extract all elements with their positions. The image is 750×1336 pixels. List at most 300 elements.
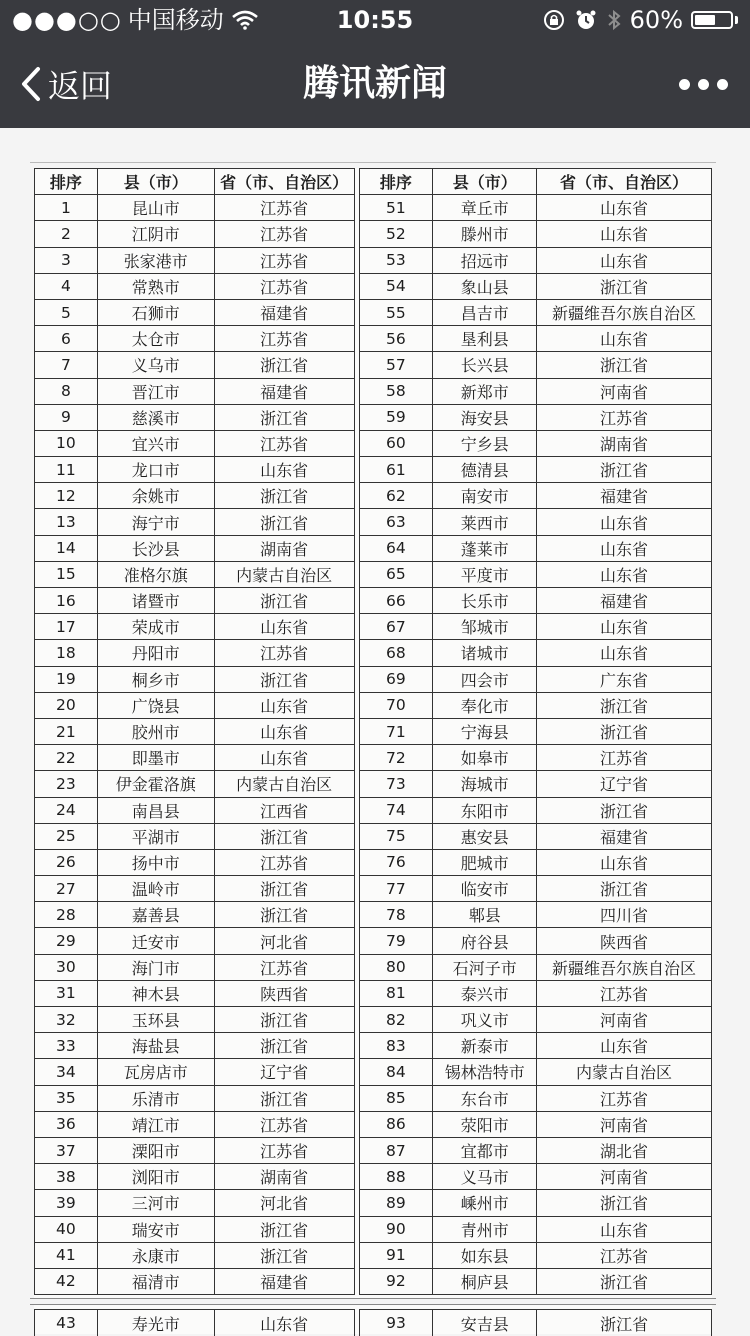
rank-cell: 92: [359, 1268, 433, 1294]
county-cell: 宜兴市: [97, 430, 214, 456]
article-content[interactable]: [0, 128, 750, 1334]
county-cell: 浏阳市: [97, 1164, 214, 1190]
county-cell: 海宁市: [97, 509, 214, 535]
province-cell: 江苏省: [214, 640, 354, 666]
province-cell: 福建省: [537, 823, 712, 849]
table-row: [35, 561, 712, 587]
table-row: [35, 980, 712, 1006]
county-cell: 晋江市: [97, 378, 214, 404]
province-cell: 浙江省: [214, 1242, 354, 1268]
back-label: 返回: [48, 61, 112, 107]
rank-cell: 22: [35, 745, 98, 771]
rank-cell: 4: [35, 273, 98, 299]
rank-cell: 33: [35, 1033, 98, 1059]
county-cell: 三河市: [97, 1190, 214, 1216]
province-cell: 福建省: [214, 1268, 354, 1294]
province-cell: 河南省: [537, 1007, 712, 1033]
county-cell: 长兴县: [433, 352, 537, 378]
rank-cell: 54: [359, 273, 433, 299]
province-cell: 江苏省: [537, 980, 712, 1006]
county-cell: 义马市: [433, 1164, 537, 1190]
province-cell: 陕西省: [537, 928, 712, 954]
rank-cell: 20: [35, 692, 98, 718]
county-cell: 长乐市: [433, 588, 537, 614]
rank-cell: 14: [35, 535, 98, 561]
province-cell: 江苏省: [214, 1111, 354, 1137]
province-cell: 浙江省: [537, 1190, 712, 1216]
county-cell: 昆山市: [97, 195, 214, 221]
county-cell: 肥城市: [433, 849, 537, 875]
rank-cell: 58: [359, 378, 433, 404]
carrier-name: 中国移动: [128, 0, 224, 40]
rank-cell: 40: [35, 1216, 98, 1242]
county-cell: 海盐县: [97, 1033, 214, 1059]
table-row: [35, 509, 712, 535]
county-cell: 平湖市: [97, 823, 214, 849]
province-cell: 山东省: [214, 718, 354, 744]
province-cell: 浙江省: [214, 823, 354, 849]
province-cell: 福建省: [214, 378, 354, 404]
rank-cell: 70: [359, 692, 433, 718]
province-cell: 浙江省: [214, 509, 354, 535]
rank-cell: 51: [359, 195, 433, 221]
province-cell: 浙江省: [214, 902, 354, 928]
province-cell: 浙江省: [537, 692, 712, 718]
table-row: [35, 326, 712, 352]
rank-cell: 24: [35, 797, 98, 823]
table-row: [35, 1268, 712, 1294]
rank-cell: 91: [359, 1242, 433, 1268]
county-cell: 海安县: [433, 404, 537, 430]
status-time: 10:55: [0, 0, 750, 40]
rank-cell: 62: [359, 483, 433, 509]
province-cell: 山东省: [537, 849, 712, 875]
rank-cell: 18: [35, 640, 98, 666]
rank-cell: 75: [359, 823, 433, 849]
more-dot-icon: [698, 79, 709, 90]
county-cell: 泰兴市: [433, 980, 537, 1006]
province-cell: 四川省: [537, 902, 712, 928]
ranking-table-continued: [34, 1309, 712, 1336]
header-cell: 省（市、自治区）: [214, 169, 354, 195]
province-cell: 江苏省: [537, 1085, 712, 1111]
table-row: [35, 299, 712, 325]
rank-cell: 82: [359, 1007, 433, 1033]
page-title: 腾讯新闻: [0, 40, 750, 128]
province-cell: 浙江省: [537, 876, 712, 902]
table-row: [35, 1059, 712, 1085]
county-cell: 诸暨市: [97, 588, 214, 614]
province-cell: 浙江省: [214, 876, 354, 902]
county-cell: 昌吉市: [433, 299, 537, 325]
rank-cell: 68: [359, 640, 433, 666]
county-cell: 东台市: [433, 1085, 537, 1111]
county-cell: 如东县: [433, 1242, 537, 1268]
alarm-icon: [574, 8, 598, 32]
province-cell: 湖南省: [214, 1164, 354, 1190]
county-cell: 南安市: [433, 483, 537, 509]
province-cell: 浙江省: [214, 483, 354, 509]
county-cell: 永康市: [97, 1242, 214, 1268]
table-row: [35, 1310, 712, 1336]
rank-cell: 69: [359, 666, 433, 692]
table-row: [35, 902, 712, 928]
header-cell: 排序: [35, 169, 98, 195]
rank-cell: 30: [35, 954, 98, 980]
rank-cell: 8: [35, 378, 98, 404]
rank-cell: 7: [35, 352, 98, 378]
table-row: [35, 1085, 712, 1111]
rank-cell: 5: [35, 299, 98, 325]
county-cell: 东阳市: [433, 797, 537, 823]
more-dot-icon: [679, 79, 690, 90]
province-cell: 湖南省: [214, 535, 354, 561]
rank-cell: 59: [359, 404, 433, 430]
county-cell: 准格尔旗: [97, 561, 214, 587]
province-cell: 新疆维吾尔族自治区: [537, 954, 712, 980]
province-cell: 江苏省: [214, 430, 354, 456]
rank-cell: 93: [359, 1310, 433, 1336]
rank-cell: 55: [359, 299, 433, 325]
status-bar: [0, 0, 750, 40]
table-row: [35, 1190, 712, 1216]
rank-cell: 87: [359, 1137, 433, 1163]
county-cell: 荥阳市: [433, 1111, 537, 1137]
battery-fill: [695, 15, 715, 25]
province-cell: 山东省: [537, 535, 712, 561]
header-cell: 省（市、自治区）: [537, 169, 712, 195]
county-cell: 章丘市: [433, 195, 537, 221]
battery-percent: 60%: [630, 0, 683, 40]
province-cell: 辽宁省: [537, 771, 712, 797]
rank-cell: 11: [35, 457, 98, 483]
rank-cell: 73: [359, 771, 433, 797]
table-row: [35, 221, 712, 247]
navigation-bar: [0, 40, 750, 128]
rank-cell: 52: [359, 221, 433, 247]
county-cell: 溧阳市: [97, 1137, 214, 1163]
province-cell: 内蒙古自治区: [537, 1059, 712, 1085]
province-cell: 山东省: [537, 326, 712, 352]
county-cell: 新泰市: [433, 1033, 537, 1059]
province-cell: 山东省: [537, 247, 712, 273]
table-row: [35, 273, 712, 299]
province-cell: 福建省: [537, 483, 712, 509]
county-cell: 宜都市: [433, 1137, 537, 1163]
province-cell: 山东省: [214, 745, 354, 771]
province-cell: 山东省: [537, 1033, 712, 1059]
table-row: [35, 823, 712, 849]
county-cell: 象山县: [433, 273, 537, 299]
rank-cell: 41: [35, 1242, 98, 1268]
province-cell: 浙江省: [214, 1216, 354, 1242]
page-break: [30, 1298, 716, 1305]
county-cell: 安吉县: [433, 1310, 537, 1336]
battery-icon: [691, 11, 738, 29]
rank-cell: 9: [35, 404, 98, 430]
province-cell: 浙江省: [214, 588, 354, 614]
province-cell: 河北省: [214, 928, 354, 954]
province-cell: 湖北省: [537, 1137, 712, 1163]
province-cell: 河南省: [537, 1111, 712, 1137]
county-cell: 滕州市: [433, 221, 537, 247]
county-cell: 蓬莱市: [433, 535, 537, 561]
county-cell: 乐清市: [97, 1085, 214, 1111]
rank-cell: 65: [359, 561, 433, 587]
rank-cell: 37: [35, 1137, 98, 1163]
province-cell: 江苏省: [537, 745, 712, 771]
province-cell: 江苏省: [537, 1242, 712, 1268]
rank-cell: 10: [35, 430, 98, 456]
rank-cell: 77: [359, 876, 433, 902]
county-cell: 海城市: [433, 771, 537, 797]
county-cell: 江阴市: [97, 221, 214, 247]
bluetooth-icon: [606, 8, 622, 32]
table-row: [35, 430, 712, 456]
county-cell: 如皋市: [433, 745, 537, 771]
rank-cell: 81: [359, 980, 433, 1006]
province-cell: 浙江省: [537, 273, 712, 299]
table-row: [35, 247, 712, 273]
province-cell: 江苏省: [214, 221, 354, 247]
rank-cell: 79: [359, 928, 433, 954]
table-header-row: [35, 169, 712, 195]
county-cell: 宁海县: [433, 718, 537, 744]
rank-cell: 66: [359, 588, 433, 614]
province-cell: 浙江省: [537, 797, 712, 823]
header-cell: 县（市）: [97, 169, 214, 195]
county-cell: 巩义市: [433, 1007, 537, 1033]
rank-cell: 71: [359, 718, 433, 744]
table-row: [35, 535, 712, 561]
province-cell: 浙江省: [537, 718, 712, 744]
county-cell: 常熟市: [97, 273, 214, 299]
province-cell: 浙江省: [537, 1268, 712, 1294]
table-row: [35, 718, 712, 744]
province-cell: 浙江省: [214, 1085, 354, 1111]
county-cell: 邹城市: [433, 614, 537, 640]
county-cell: 广饶县: [97, 692, 214, 718]
table-row: [35, 1216, 712, 1242]
province-cell: 山东省: [214, 614, 354, 640]
rank-cell: 34: [35, 1059, 98, 1085]
table-row: [35, 640, 712, 666]
province-cell: 山东省: [537, 509, 712, 535]
county-cell: 扬中市: [97, 849, 214, 875]
rank-cell: 32: [35, 1007, 98, 1033]
province-cell: 山东省: [537, 561, 712, 587]
rank-cell: 38: [35, 1164, 98, 1190]
county-cell: 伊金霍洛旗: [97, 771, 214, 797]
county-cell: 义乌市: [97, 352, 214, 378]
province-cell: 江苏省: [214, 326, 354, 352]
province-cell: 浙江省: [537, 1310, 712, 1336]
rank-cell: 76: [359, 849, 433, 875]
table-row: [35, 849, 712, 875]
rank-cell: 85: [359, 1085, 433, 1111]
rank-cell: 60: [359, 430, 433, 456]
rank-cell: 88: [359, 1164, 433, 1190]
province-cell: 江苏省: [214, 1137, 354, 1163]
rank-cell: 28: [35, 902, 98, 928]
county-cell: 嘉善县: [97, 902, 214, 928]
province-cell: 江苏省: [214, 954, 354, 980]
province-cell: 山东省: [214, 457, 354, 483]
county-cell: 临安市: [433, 876, 537, 902]
county-cell: 太仓市: [97, 326, 214, 352]
rank-cell: 42: [35, 1268, 98, 1294]
rank-cell: 1: [35, 195, 98, 221]
county-cell: 丹阳市: [97, 640, 214, 666]
rank-cell: 17: [35, 614, 98, 640]
rank-cell: 26: [35, 849, 98, 875]
table-row: [35, 1111, 712, 1137]
county-cell: 郫县: [433, 902, 537, 928]
table-row: [35, 1033, 712, 1059]
county-cell: 石河子市: [433, 954, 537, 980]
county-cell: 南昌县: [97, 797, 214, 823]
rank-cell: 56: [359, 326, 433, 352]
province-cell: 浙江省: [537, 352, 712, 378]
rank-cell: 84: [359, 1059, 433, 1085]
county-cell: 诸城市: [433, 640, 537, 666]
province-cell: 山东省: [537, 640, 712, 666]
province-cell: 山东省: [214, 1310, 354, 1336]
county-cell: 龙口市: [97, 457, 214, 483]
rank-cell: 67: [359, 614, 433, 640]
county-cell: 荣成市: [97, 614, 214, 640]
province-cell: 内蒙古自治区: [214, 561, 354, 587]
rank-cell: 35: [35, 1085, 98, 1111]
rank-cell: 61: [359, 457, 433, 483]
rank-cell: 86: [359, 1111, 433, 1137]
rank-cell: 39: [35, 1190, 98, 1216]
rank-cell: 72: [359, 745, 433, 771]
divider: [30, 162, 716, 163]
rank-cell: 19: [35, 666, 98, 692]
county-cell: 平度市: [433, 561, 537, 587]
province-cell: 浙江省: [214, 1033, 354, 1059]
rank-cell: 89: [359, 1190, 433, 1216]
table-row: [35, 1164, 712, 1190]
table-row: [35, 1007, 712, 1033]
county-cell: 莱西市: [433, 509, 537, 535]
ranking-table: [34, 168, 712, 1295]
rank-cell: 25: [35, 823, 98, 849]
county-cell: 温岭市: [97, 876, 214, 902]
county-cell: 胶州市: [97, 718, 214, 744]
table-row: [35, 954, 712, 980]
county-cell: 德清县: [433, 457, 537, 483]
county-cell: 奉化市: [433, 692, 537, 718]
signal-strength: ●●●○○: [12, 0, 122, 40]
rank-cell: 21: [35, 718, 98, 744]
table-row: [35, 1242, 712, 1268]
province-cell: 江苏省: [214, 273, 354, 299]
rank-cell: 6: [35, 326, 98, 352]
county-cell: 神木县: [97, 980, 214, 1006]
table-row: [35, 745, 712, 771]
table-row: [35, 404, 712, 430]
table-row: [35, 352, 712, 378]
county-cell: 桐乡市: [97, 666, 214, 692]
county-cell: 招远市: [433, 247, 537, 273]
province-cell: 河北省: [214, 1190, 354, 1216]
more-dot-icon: [717, 79, 728, 90]
rank-cell: 29: [35, 928, 98, 954]
county-cell: 玉环县: [97, 1007, 214, 1033]
rank-cell: 64: [359, 535, 433, 561]
more-button[interactable]: [679, 40, 728, 128]
rank-cell: 23: [35, 771, 98, 797]
table-row: [35, 1137, 712, 1163]
header-cell: 排序: [359, 169, 433, 195]
province-cell: 新疆维吾尔族自治区: [537, 299, 712, 325]
table-row: [35, 876, 712, 902]
province-cell: 山东省: [214, 692, 354, 718]
province-cell: 江苏省: [537, 404, 712, 430]
county-cell: 锡林浩特市: [433, 1059, 537, 1085]
county-cell: 海门市: [97, 954, 214, 980]
rank-cell: 36: [35, 1111, 98, 1137]
province-cell: 浙江省: [214, 666, 354, 692]
province-cell: 福建省: [537, 588, 712, 614]
county-cell: 瓦房店市: [97, 1059, 214, 1085]
table-row: [35, 614, 712, 640]
table-row: [35, 797, 712, 823]
rank-cell: 2: [35, 221, 98, 247]
table-row: [35, 483, 712, 509]
county-cell: 寿光市: [97, 1310, 214, 1336]
county-cell: 垦利县: [433, 326, 537, 352]
county-cell: 长沙县: [97, 535, 214, 561]
province-cell: 江苏省: [214, 195, 354, 221]
table-row: [35, 928, 712, 954]
table-row: [35, 378, 712, 404]
county-cell: 靖江市: [97, 1111, 214, 1137]
county-cell: 石狮市: [97, 299, 214, 325]
rank-cell: 27: [35, 876, 98, 902]
table-row: [35, 771, 712, 797]
ranking-image: [34, 168, 712, 1334]
county-cell: 四会市: [433, 666, 537, 692]
county-cell: 惠安县: [433, 823, 537, 849]
province-cell: 广东省: [537, 666, 712, 692]
rank-cell: 31: [35, 980, 98, 1006]
province-cell: 辽宁省: [214, 1059, 354, 1085]
rank-cell: 78: [359, 902, 433, 928]
rank-cell: 13: [35, 509, 98, 535]
county-cell: 新郑市: [433, 378, 537, 404]
province-cell: 浙江省: [214, 1007, 354, 1033]
county-cell: 青州市: [433, 1216, 537, 1242]
rank-cell: 57: [359, 352, 433, 378]
rotation-lock-icon: [542, 8, 566, 32]
rank-cell: 74: [359, 797, 433, 823]
top-bar: [0, 0, 750, 128]
county-cell: 府谷县: [433, 928, 537, 954]
county-cell: 慈溪市: [97, 404, 214, 430]
table-row: [35, 692, 712, 718]
county-cell: 余姚市: [97, 483, 214, 509]
rank-cell: 15: [35, 561, 98, 587]
province-cell: 浙江省: [537, 457, 712, 483]
province-cell: 内蒙古自治区: [214, 771, 354, 797]
province-cell: 山东省: [537, 221, 712, 247]
county-cell: 宁乡县: [433, 430, 537, 456]
province-cell: 江苏省: [214, 849, 354, 875]
rank-cell: 12: [35, 483, 98, 509]
